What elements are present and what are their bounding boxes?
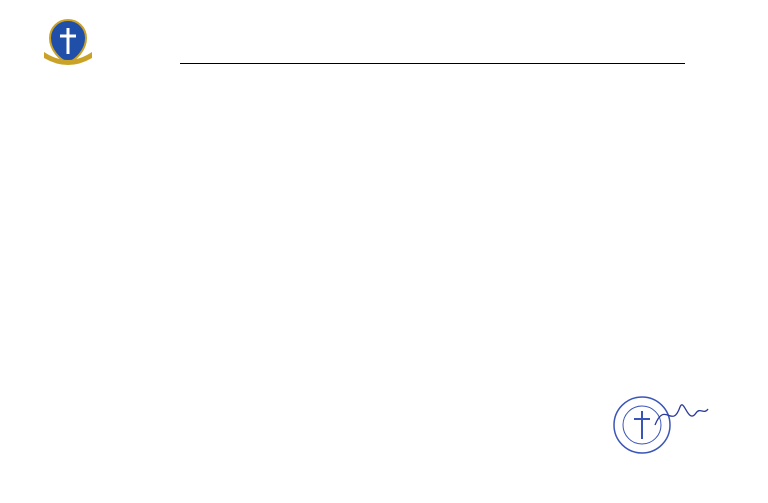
header-divider [180,63,685,64]
school-logo [40,16,96,66]
handwritten-signature [650,395,710,435]
